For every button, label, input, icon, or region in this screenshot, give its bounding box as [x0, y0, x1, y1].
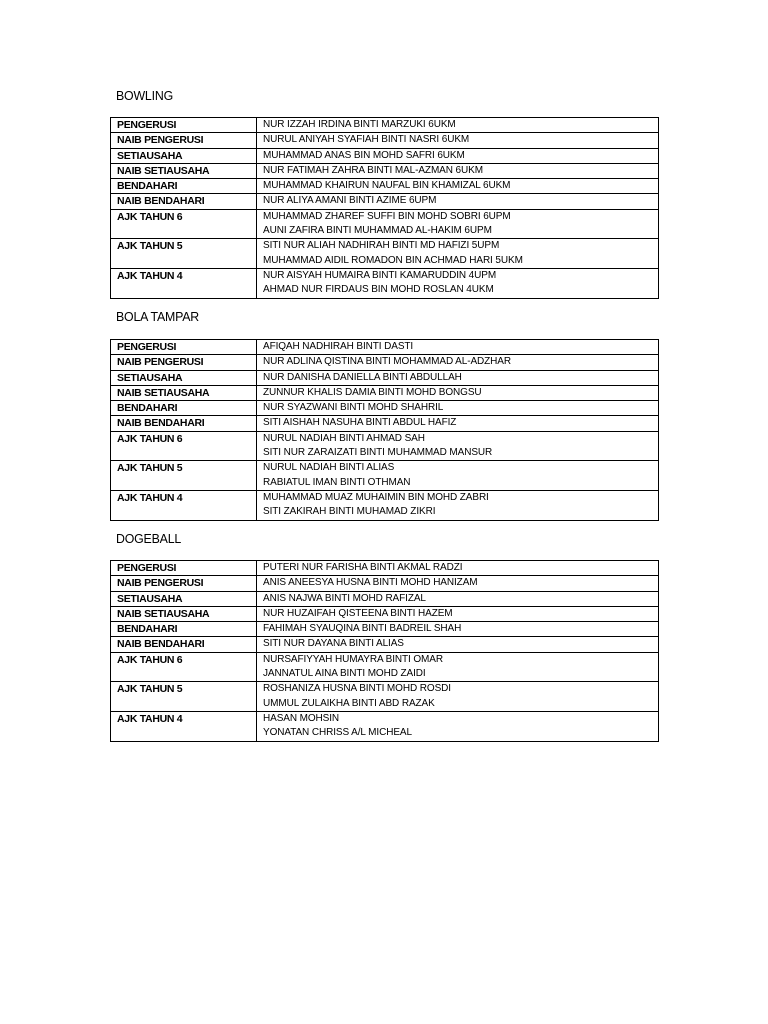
names-cell [257, 179, 659, 194]
names-cell [257, 385, 659, 400]
member-name: AFIQAH NADHIRAH BINTI DASTI [263, 341, 414, 352]
names-cell [257, 637, 659, 652]
member-name: SITI NUR ZARAIZATI BINTI MUHAMMAD MANSUR [263, 447, 493, 459]
names-cell [257, 194, 659, 209]
member-name: MUHAMMAD MUAZ MUHAIMIN BIN MOHD ZABRI [263, 491, 489, 503]
table-row [111, 209, 659, 239]
role-cell: NAIB BENDAHARI [111, 194, 257, 209]
table-row [111, 576, 659, 591]
member-name: MUHAMMAD KHAIRUN NAUFAL BIN KHAMIZAL 6UKM [263, 180, 511, 192]
table-row [111, 711, 659, 741]
role-cell: NAIB BENDAHARI [111, 416, 257, 431]
names-cell [257, 682, 659, 712]
member-name: SITI NUR ALIAH NADHIRAH BINTI MD HAFIZI 5UPM [263, 240, 500, 252]
role-cell: BENDAHARI [111, 179, 257, 194]
member-name: PUTERI NUR FARISHA BINTI AKMAL RADZI [263, 562, 463, 573]
names-cell [257, 401, 659, 416]
role-cell: PENGERUSI [111, 340, 257, 355]
table-row [111, 148, 659, 163]
member-name: NURUL ANIYAH SYAFIAH BINTI NASRI 6UKM [263, 134, 470, 146]
role-cell: NAIB SETIAUSAHA [111, 385, 257, 400]
table-row [111, 591, 659, 606]
section-title: BOLA TAMPAR [116, 309, 200, 324]
member-name: ANIS NAJWA BINTI MOHD RAFIZAL [263, 592, 426, 604]
names-cell [257, 268, 659, 298]
member-name: MUHAMMAD ZHAREF SUFFI BIN MOHD SOBRI 6UPM [263, 210, 511, 222]
table-row [111, 340, 659, 355]
table-row [111, 561, 659, 576]
role-cell: NAIB PENGERUSI [111, 133, 257, 148]
member-name: FAHIMAH SYAUQINA BINTI BADREIL SHAH [263, 623, 462, 635]
member-name: NUR FATIMAH ZAHRA BINTI MAL-AZMAN 6UKM [263, 164, 483, 176]
role-cell: NAIB BENDAHARI [111, 637, 257, 652]
member-name: NUR IZZAH IRDINA BINTI MARZUKI 6UKM [263, 119, 456, 130]
table-row [111, 682, 659, 712]
names-cell [257, 148, 659, 163]
names-cell [257, 652, 659, 682]
section-title: DOGEBALL [116, 531, 182, 546]
committee-table [110, 339, 659, 521]
names-cell [257, 118, 659, 133]
table-row [111, 490, 659, 520]
role-cell: AJK TAHUN 5 [111, 239, 257, 269]
role-cell: AJK TAHUN 4 [111, 268, 257, 298]
role-cell: AJK TAHUN 6 [111, 431, 257, 461]
role-cell: AJK TAHUN 6 [111, 209, 257, 239]
role-cell: BENDAHARI [111, 401, 257, 416]
names-cell [257, 209, 659, 239]
member-name: SITI NUR DAYANA BINTI ALIAS [263, 638, 404, 650]
table-row [111, 606, 659, 621]
section-title: BOWLING [116, 88, 173, 103]
member-name: JANNATUL AINA BINTI MOHD ZAIDI [263, 668, 426, 680]
names-cell [257, 370, 659, 385]
member-name: ROSHANIZA HUSNA BINTI MOHD ROSDI [263, 683, 451, 695]
role-cell: BENDAHARI [111, 622, 257, 637]
role-cell: NAIB SETIAUSAHA [111, 606, 257, 621]
table-row [111, 431, 659, 461]
role-cell: NAIB SETIAUSAHA [111, 163, 257, 178]
role-cell: AJK TAHUN 5 [111, 682, 257, 712]
member-name: SITI ZAKIRAH BINTI MUHAMAD ZIKRI [263, 506, 436, 518]
names-cell [257, 239, 659, 269]
member-name: MUHAMMAD ANAS BIN MOHD SAFRI 6UKM [263, 149, 465, 161]
role-cell: NAIB PENGERUSI [111, 576, 257, 591]
table-row [111, 355, 659, 370]
table-row [111, 194, 659, 209]
role-cell: AJK TAHUN 4 [111, 490, 257, 520]
member-name: NUR ADLINA QISTINA BINTI MOHAMMAD AL-ADZHAR [263, 356, 511, 368]
role-cell: PENGERUSI [111, 118, 257, 133]
names-cell [257, 431, 659, 461]
member-name: NURUL NADIAH BINTI ALIAS [263, 462, 395, 474]
member-name: HASAN MOHSIN [263, 712, 340, 724]
role-cell: AJK TAHUN 5 [111, 461, 257, 491]
member-name: SITI AISHAH NASUHA BINTI ABDUL HAFIZ [263, 417, 457, 429]
role-cell: SETIAUSAHA [111, 148, 257, 163]
committee-table [110, 560, 659, 742]
member-name: NUR AISYAH HUMAIRA BINTI KAMARUDDIN 4UPM [263, 269, 497, 281]
table-row [111, 179, 659, 194]
table-row [111, 239, 659, 269]
names-cell [257, 591, 659, 606]
member-name: NURUL NADIAH BINTI AHMAD SAH [263, 432, 425, 444]
member-name: NUR ALIYA AMANI BINTI AZIME 6UPM [263, 195, 437, 207]
role-cell: NAIB PENGERUSI [111, 355, 257, 370]
table-row [111, 163, 659, 178]
table-row [111, 637, 659, 652]
role-cell: SETIAUSAHA [111, 591, 257, 606]
member-name: RABIATUL IMAN BINTI OTHMAN [263, 476, 411, 488]
names-cell [257, 490, 659, 520]
table-row [111, 622, 659, 637]
member-name: AUNI ZAFIRA BINTI MUHAMMAD AL-HAKIM 6UPM [263, 225, 492, 237]
names-cell [257, 355, 659, 370]
names-cell [257, 133, 659, 148]
member-name: ANIS ANEESYA HUSNA BINTI MOHD HANIZAM [263, 577, 478, 589]
table-row [111, 370, 659, 385]
member-name: NUR DANISHA DANIELLA BINTI ABDULLAH [263, 371, 462, 383]
names-cell [257, 461, 659, 491]
table-row [111, 268, 659, 298]
member-name: NUR SYAZWANI BINTI MOHD SHAHRIL [263, 402, 444, 414]
names-cell [257, 340, 659, 355]
role-cell: PENGERUSI [111, 561, 257, 576]
table-row [111, 401, 659, 416]
member-name: YONATAN CHRISS A/L MICHEAL [263, 727, 412, 739]
member-name: MUHAMMAD AIDIL ROMADON BIN ACHMAD HARI 5UKM [263, 254, 523, 266]
role-cell: AJK TAHUN 4 [111, 711, 257, 741]
table-row [111, 416, 659, 431]
names-cell [257, 606, 659, 621]
names-cell [257, 416, 659, 431]
role-cell: AJK TAHUN 6 [111, 652, 257, 682]
names-cell [257, 576, 659, 591]
member-name: ZUNNUR KHALIS DAMIA BINTI MOHD BONGSU [263, 386, 482, 398]
names-cell [257, 711, 659, 741]
committee-table [110, 117, 659, 299]
table-row [111, 652, 659, 682]
names-cell [257, 561, 659, 576]
names-cell [257, 622, 659, 637]
table-row [111, 385, 659, 400]
table-row [111, 133, 659, 148]
names-cell [257, 163, 659, 178]
table-row [111, 118, 659, 133]
role-cell: SETIAUSAHA [111, 370, 257, 385]
member-name: UMMUL ZULAIKHA BINTI ABD RAZAK [263, 697, 435, 709]
table-row [111, 461, 659, 491]
member-name: AHMAD NUR FIRDAUS BIN MOHD ROSLAN 4UKM [263, 284, 494, 296]
member-name: NUR HUZAIFAH QISTEENA BINTI HAZEM [263, 607, 453, 619]
member-name: NURSAFIYYAH HUMAYRA BINTI OMAR [263, 653, 443, 665]
